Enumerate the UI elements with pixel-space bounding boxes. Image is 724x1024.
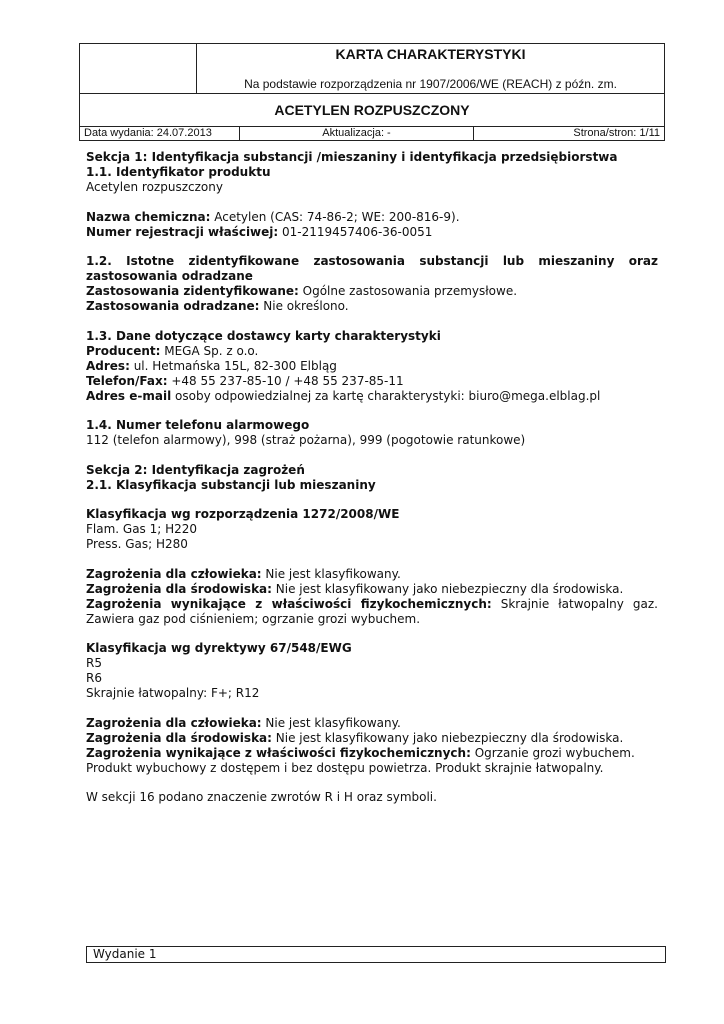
clp-phys-value: Skrajnie łatwopalny gaz. Zawiera gaz pod ciśnieniem; ogrzanie grozi wybuchem. (86, 596, 658, 626)
uses-label: Zastosowania zidentyfikowane: (86, 284, 299, 298)
clp-line: Press. Gas; H280 (86, 537, 188, 551)
dsd-human-line (86, 716, 658, 731)
emergency-numbers: 112 (telefon alarmowy), 998 (straż pożarna), 999 (pogotowie ratunkowe) (86, 433, 526, 447)
section16-note: W sekcji 16 podano znaczenie zwrotów R i H oraz symboli. (86, 790, 437, 804)
address-value: ul. Hetmańska 15L, 82-300 Elbląg (129, 358, 337, 373)
clp-human-value: Nie jest klasyfikowany. (261, 566, 401, 581)
dsd-phys-label: Zagrożenia wynikające z właściwości fizykochemicznych: (86, 745, 471, 760)
dsd-line: R6 (86, 671, 102, 685)
sub14-heading: 1.4. Numer telefonu alarmowego (86, 418, 310, 432)
registration-line (86, 225, 658, 240)
producer-line (86, 344, 658, 359)
clp-heading: Klasyfikacja wg rozporządzenia 1272/2008/WE (86, 507, 400, 521)
section2-heading: Sekcja 2: Identyfikacja zagrożeń (86, 462, 305, 477)
logo-cell (80, 44, 197, 93)
update-info: Aktualizacja: - (240, 127, 474, 140)
uses-value: Ogólne zastosowania przemysłowe. (298, 284, 518, 298)
reg-label: Numer rejestracji właściwej: (86, 224, 279, 239)
chemical-name-line (86, 210, 658, 225)
clp-phys-label: Zagrożenia wynikające z właściwości fizykochemicznych: (86, 596, 492, 611)
header-info-row (80, 127, 664, 140)
product-name: Acetylen rozpuszczony (86, 180, 223, 194)
chem-name-value: Acetylen (CAS: 74-86-2; WE: 200-816-9). (210, 209, 460, 224)
producer-label: Producent: (86, 343, 161, 358)
section1-heading: Sekcja 1: Identyfikacja substancji /mieszaniny i identyfikacja przedsiębiorstwa (86, 150, 618, 164)
uses-adv-label: Zastosowania odradzane: (86, 299, 260, 313)
clp-human-line (86, 567, 658, 582)
clp-env-label: Zagrożenia dla środowiska: (86, 581, 272, 596)
sub21-heading: 2.1. Klasyfikacja substancji lub mieszaniny (86, 477, 376, 492)
reg-value: 01-2119457406-36-0051 (278, 224, 433, 239)
dsd-line: Skrajnie łatwopalny: F+; R12 (86, 686, 260, 700)
sub11-heading: 1.1. Identyfikator produktu (86, 165, 271, 179)
regulation-subtitle: Na podstawie rozporządzenia nr 1907/2006/WE (REACH) z późn. zm. (244, 77, 617, 91)
dsd-phys-line (86, 746, 658, 776)
uses-advised-against-line (86, 299, 658, 314)
phone-line (86, 374, 658, 389)
chem-name-label: Nazwa chemiczna: (86, 209, 211, 224)
dsd-human-value: Nie jest klasyfikowany. (261, 715, 401, 730)
dsd-env-line (86, 731, 658, 746)
dsd-env-value: Nie jest klasyfikowany jako niebezpieczny dla środowiska. (271, 730, 624, 745)
address-label: Adres: (86, 358, 130, 373)
document-header (79, 43, 665, 141)
uses-adv-value: Nie określono. (259, 299, 349, 313)
email-line (86, 389, 658, 404)
email-value: osoby odpowiedzialnej za kartę charakterystyki: biuro@mega.elblag.pl (171, 388, 601, 403)
dsd-human-label: Zagrożenia dla człowieka: (86, 715, 262, 730)
dsd-line: R5 (86, 656, 102, 670)
document-title: KARTA CHARAKTERYSTYKI (335, 46, 526, 62)
clp-env-line (86, 582, 658, 597)
issue-date: Data wydania: 24.07.2013 (80, 127, 240, 140)
sub12-heading: 1.2. Istotne zidentyfikowane zastosowania substancji lub mieszaniny oraz zastosowania odradzane (86, 254, 658, 283)
title-cell (197, 44, 664, 93)
producer-value: MEGA Sp. z o.o. (160, 343, 259, 358)
product-title: ACETYLEN ROZPUSZCZONY (80, 94, 664, 127)
footer-edition: Wydanie 1 (86, 946, 666, 963)
email-label: Adres e-mail (86, 388, 172, 403)
document-body (86, 150, 658, 805)
phone-label: Telefon/Fax: (86, 373, 168, 388)
uses-line (86, 284, 658, 299)
phone-value: +48 55 237-85-10 / +48 55 237-85-11 (167, 373, 404, 388)
address-line (86, 359, 658, 374)
dsd-env-label: Zagrożenia dla środowiska: (86, 730, 272, 745)
dsd-phys-value: Ogrzanie grozi wybuchem. Produkt wybuchowy z dostępem i bez dostępu powietrza. Produkt skrajnie łatwopalny. (86, 745, 635, 775)
clp-phys-line (86, 597, 658, 627)
clp-human-label: Zagrożenia dla człowieka: (86, 566, 262, 581)
dsd-heading: Klasyfikacja wg dyrektywy 67/548/EWG (86, 641, 352, 655)
header-top-row (80, 44, 664, 94)
clp-line: Flam. Gas 1; H220 (86, 522, 198, 536)
page-number: Strona/stron: 1/11 (573, 127, 660, 139)
clp-env-value: Nie jest klasyfikowany jako niebezpieczny dla środowiska. (271, 581, 624, 596)
sub13-heading: 1.3. Dane dotyczące dostawcy karty charakterystyki (86, 328, 441, 343)
